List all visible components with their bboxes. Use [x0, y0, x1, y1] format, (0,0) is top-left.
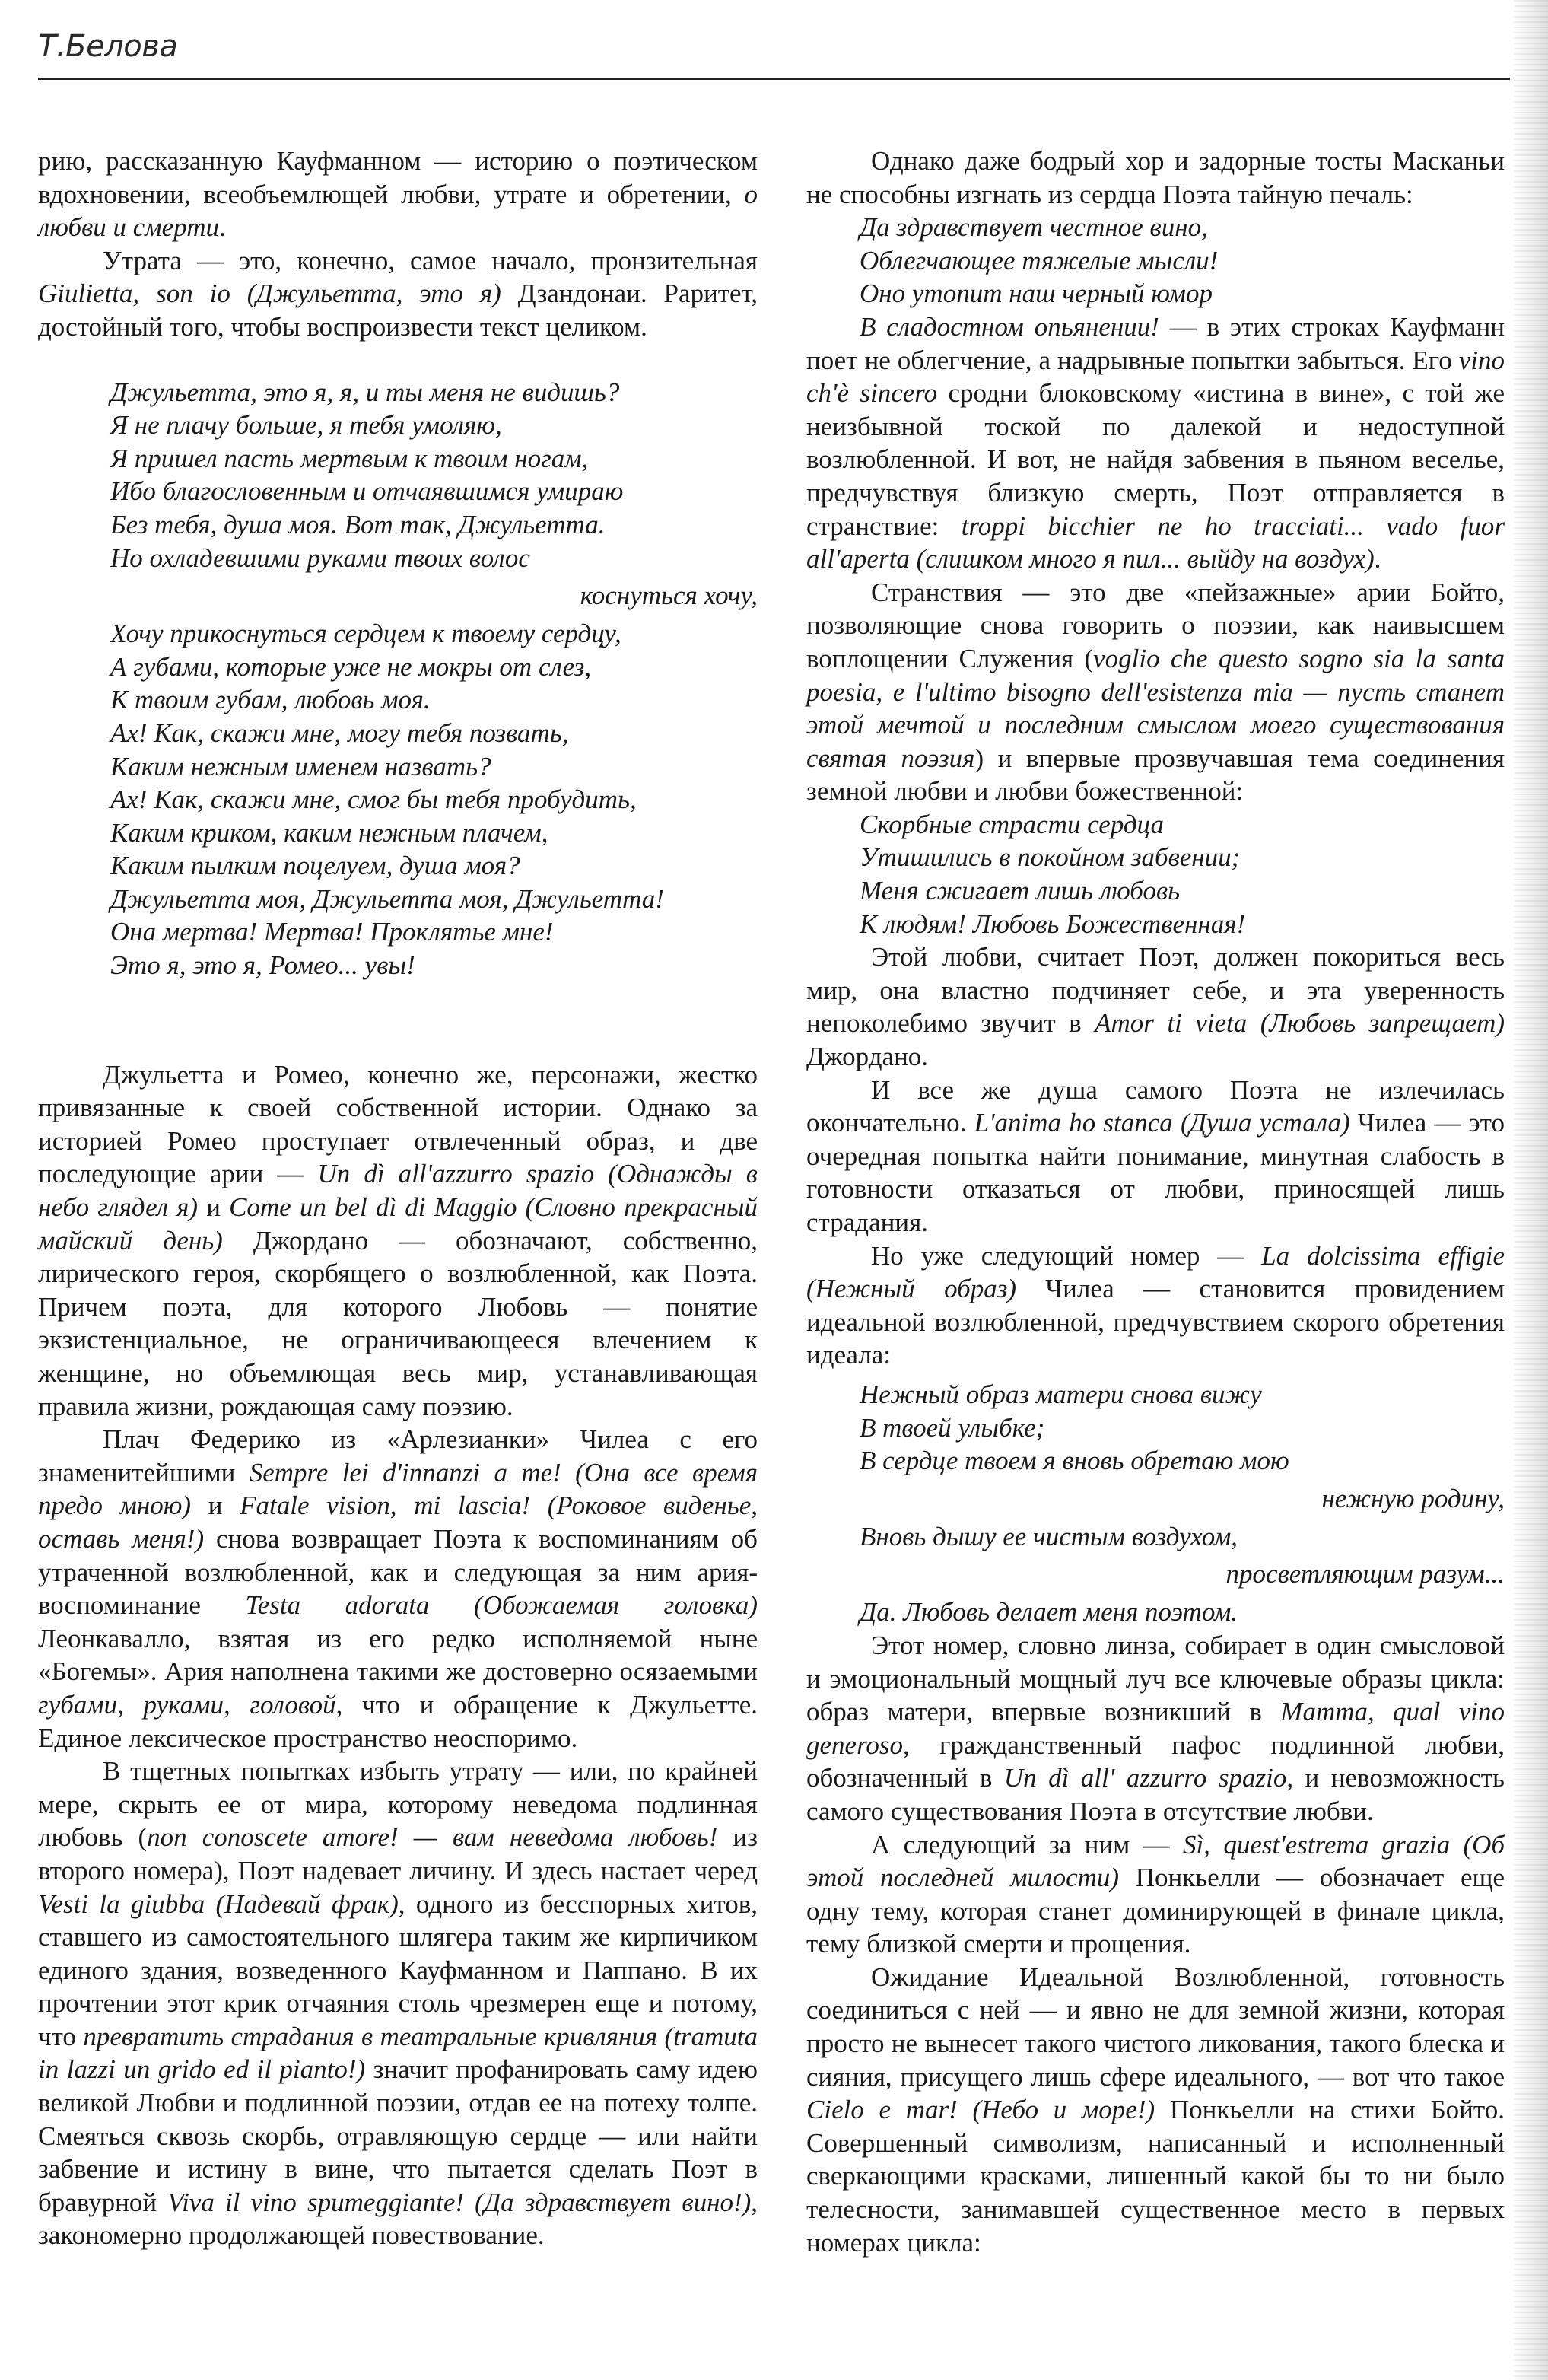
italic-phrase: о любви и смерти [38, 179, 758, 243]
paragraph: рию, рассказанную Кауфманном — историю о поэтическом вдохновении, всеобъемлющей любви, утрате и обретении, о любви и смерти. [38, 146, 758, 243]
poem-boito [806, 808, 1505, 940]
poem-line: нежную родину, [1321, 1483, 1505, 1513]
paragraph: Но уже следующий номер — La dolcissima effigie (Нежный образ) Чилеа — становится провидением идеальной возлюбленной, предчувствием скорого обретения идеала: [806, 1240, 1505, 1370]
poem-line: Это я, это я, Ромео... увы! [110, 950, 415, 981]
poem-line: Оно утопит наш черный юмор [860, 278, 1213, 309]
aria-title: Un dì all'azzurro spazio (Однажды в небо глядел я) [38, 1159, 758, 1223]
poem-dolcissima-effigie [806, 1378, 1505, 1629]
poem-line: А губами, которые уже не мокры от слез, [110, 651, 592, 682]
paragraph: Странствия — это две «пейзажные» арии Бойто, позволяющие снова говорить о поэзии, как наивысшем воплощении Служения (voglio che questo sogno sia la santa poesia, e l'ultimo bisogno dell'esistenza mia — пусть станет этой мечтой и последним смыслом моего существования святая поэзия) и впервые прозвучавшая тема соединения земной любви и любви божественной: [806, 577, 1505, 807]
aria-title: Testa adorata (Обожаемая головка) [245, 1590, 758, 1621]
paragraph: Джульетта и Ромео, конечно же, персонажи, жестко привязанные к своей собственной истории. Однако за историей Ромео проступает отвлеченный образ, и две последующие арии — Un dì all'azzurro spazio (Однажды в небо глядел я) и Come un bel dì di Maggio (Словно прекрасный майский день) Джордано — обозначают, собственно, лирического героя, скорбящего о возлюбленной, как Поэта. Причем поэта, для которого Любовь — понятие экзистенциальное, не ограничивающееся влечением к женщине, но объемлющая весь мир, устанавливающая правила жизни, рождающая саму поэзию. [38, 1059, 758, 1421]
aria-title: L'anima ho stanca (Душа устала) [974, 1108, 1350, 1138]
aria-title: Amor ti vieta (Любовь запрещает) [1095, 1008, 1505, 1039]
poem-line: Джульетта моя, Джульетта моя, Джульетта! [110, 883, 664, 914]
poem-viva-il-vino [806, 211, 1505, 310]
aria-title: Giulietta, son io (Джульетта, это я) [38, 278, 501, 309]
poem-line: Нежный образ матери снова вижу [860, 1379, 1262, 1409]
paragraph: Ожидание Идеальной Возлюбленной, готовность соединиться с ней — и явно не для земной жизни, которая просто не вынесет такого чистого ликования, такого блеска и сияния, присущего лишь сфере идеального, — вот что такое Cielo e mar! (Небо и море!) Понкьелли на стихи Бойто. Совершенный символизм, написанный и исполненный сверкающими красками, лишенный какой бы то ни было телесности, занимавшей существенное место в первых номерах цикла: [806, 1962, 1505, 2258]
paragraph: А следующий за ним — Sì, quest'estrema grazia (Об этой последней милости) Понкьелли — обозначает еще одну тему, которая станет доминирующей в финале цикла, тему близкой смерти и прощения. [806, 1829, 1505, 1959]
poem-line: Каким пылким поцелуем, душа моя? [110, 851, 520, 881]
italic-phrase: voglio che questo sogno sia la santa poesia, e l'ultimo bisogno dell'esistenza mia — пусть станет этой мечтой и последним смыслом моего существования святая поэзия [806, 643, 1505, 773]
poem-line: Ах! Как, скажи мне, могу тебя позвать, [110, 718, 569, 748]
italic-phrase: vino ch'è sincero [806, 345, 1505, 409]
running-head-author: Т.Белова [38, 29, 178, 64]
paragraph: Этой любви, считает Поэт, должен покориться весь мир, она властно подчиняет себе, и эта уверенность непоколебимо звучит в Amor ti vieta (Любовь запрещает) Джордано. [806, 942, 1505, 1072]
paragraph: Утрата — это, конечно, самое начало, пронзительная Giulietta, son io (Джульетта, это я) Дзандонаи. Раритет, достойный того, чтобы воспроизвести текст целиком. [38, 245, 758, 342]
poem-line: В твоей улыбке; [860, 1412, 1045, 1443]
poem-line: Я пришел пасть мертвым к твоим ногам, [110, 443, 589, 473]
page-binding-shadow [1514, 0, 1548, 2380]
poem-line: Ибо благословенным и отчаявшимся умираю [110, 476, 624, 507]
left-column [38, 145, 758, 2252]
paragraph: Этот номер, словно линза, собирает в один смысловой и эмоциональный мощный луч все ключевые образы цикла: образ матери, впервые возникший в Mamma, qual vino generoso, гражданственный пафос подлинной любви, обозначенный в Un dì all' azzurro spazio, и невозможность самого существования Поэта в отсутствие любви. [806, 1630, 1505, 1826]
poem-line: Каким нежным именем назвать? [110, 751, 491, 781]
poem-line: Без тебя, душа моя. Вот так, Джульетта. [110, 509, 606, 539]
paragraph: Плач Федерико из «Арлезианки» Чилеа с его знаменитейшими Sempre lei d'innanzi a me! (Она все время предо мною) и Fatale vision, mi lascia! (Роковое виденье, оставь меня!) снова возвращает Поэта к воспоминаниям об утраченной возлюбленной, как и следующая за ним ария-воспоминание Testa adorata (Обожаемая головка) Леонкавалло, взятая из его редко исполняемой ныне «Богемы». Ария наполнена такими же достоверно осязаемыми губами, руками, головой, что и обращение к Джульетте. Единое лексическое пространство неоспоримо. [38, 1424, 758, 1753]
aria-title: Sì, quest'estrema grazia (Об этой последней милости) [806, 1829, 1505, 1893]
poem-line: просветляющим разум... [1225, 1559, 1505, 1589]
italic-phrase: troppi bicchier ne ho tracciati... vado fuor all'aperta (слишком много я пил... выйду на воздух) [806, 511, 1505, 574]
italic-phrase: губами, руками, головой [38, 1689, 336, 1720]
aria-title: Cielo e mar! (Небо и море!) [806, 2095, 1155, 2125]
poem-line: Джульетта, это я, я, и ты меня не видишь? [110, 377, 620, 407]
aria-title: Vesti la giubba (Надевай фрак) [38, 1888, 399, 1919]
aria-title: Fatale vision, mi lascia! (Роковое виденье, оставь меня!) [38, 1491, 758, 1554]
aria-title: Sempre lei d'innanzi a me! (Она все время предо мною) [38, 1457, 758, 1521]
italic-phrase: non conoscete amore! — вам неведома любовь! [147, 1822, 718, 1853]
poem-line: Хочу прикоснуться сердцем к твоему сердцу, [110, 619, 621, 649]
paragraph: И все же душа самого Поэта не излечилась окончательно. L'anima ho stanca (Душа устала) Чилеа — это очередная попытка найти понимание, минутная слабость в готовности отказаться от любви, приносящей лишь страдания. [806, 1074, 1505, 1237]
poem-line: Меня сжигает лишь любовь [860, 876, 1181, 906]
poem-line: В сердце твоем я вновь обретаю мою [860, 1446, 1289, 1476]
aria-title: Un dì all' azzurro spazio [1003, 1763, 1287, 1793]
paragraph: Однако даже бодрый хор и задорные тосты Масканьи не способны изгнать из сердца Поэта тайную печаль: [806, 146, 1505, 209]
aria-title: Come un bel dì di Maggio (Словно прекрасный майский день) [38, 1192, 758, 1255]
poem-line: Скорбные страсти сердца [860, 809, 1164, 839]
poem-line: Ах! Как, скажи мне, смог бы тебя пробудить, [110, 784, 637, 815]
poem-line: коснуться хочу, [580, 581, 758, 611]
aria-title: Viva il vino spumeggiante! (Да здравствует вино!) [167, 2187, 752, 2217]
poem-line: Да. Любовь делает меня поэтом. [860, 1597, 1238, 1628]
poem-line: К твоим губам, любовь моя. [110, 685, 431, 715]
poem-line: К людям! Любовь Божественная! [860, 908, 1246, 939]
poem-line: Да здравствует честное вино, [860, 212, 1208, 243]
poem-giulietta-son-io [38, 376, 758, 982]
header-rule [38, 78, 1510, 80]
aria-title: Mamma, qual vino generoso [806, 1697, 1505, 1760]
poem-line: Я не плачу больше, я тебя умоляю, [110, 410, 502, 441]
poem-line: Облегчающее тяжелые мысли! [860, 245, 1219, 275]
right-column [806, 145, 1505, 2259]
paragraph: В сладостном опьянении! — в этих строках Кауфманн поет не облегчение, а надрывные попытки забыться. Его vino ch'è sincero сродни блоковскому «истина в вине», с той же неизбывной тоской по далекой и недоступной возлюбленной. И вот, не найдя забвения в пьяном веселье, предчувствуя близкую смерть, Поэт отправляется в странствие: troppi bicchier ne ho tracciati... vado fuor all'aperta (слишком много я пил... выйду на воздух). [806, 311, 1505, 574]
italic-phrase: превратить страдания в театральные кривляния (tramuta in lazzi un grido ed il pianto!) [38, 2021, 758, 2085]
poem-line: Она мертва! Мертва! Проклятье мне! [110, 917, 554, 947]
aria-title: La dolcissima effigie (Нежный образ) [806, 1240, 1505, 1304]
poem-line: Вновь дышу ее чистым воздухом, [860, 1521, 1238, 1551]
poem-line: Утишились в покойном забвении; [860, 842, 1241, 873]
poem-line: В сладостном опьянении! [860, 311, 1159, 342]
poem-line: Но охладевшими руками твоих волос [110, 542, 530, 573]
poem-line: Каким криком, каким нежным плачем, [110, 817, 548, 848]
paragraph: В тщетных попытках избыть утрату — или, по крайней мере, скрыть ее от мира, которому неведома подлинная любовь (non conoscete amore! — вам неведома любовь! из второго номера), Поэт надевает личину. И здесь настает черед Vesti la giubba (Надевай фрак), одного из бесспорных хитов, ставшего из самостоятельного шлягера таким же кирпичиком единого здания, возведенного Кауфманном и Паппано. В их прочтении этот крик отчаяния столь чрезмерен еще и потому, что превратить страдания в театральные кривляния (tramuta in lazzi un grido ed il pianto!) значит профанировать саму идею великой Любви и подлинной поэзии, отдав ее на потеху толпе. Смеяться сквозь скорбь, отравляющую сердце — или найти забвение и истину в вине, что пытается сделать Поэт в бравурной Viva il vino spumeggiante! (Да здравствует вино!), закономерно продолжающей повествование. [38, 1756, 758, 2251]
